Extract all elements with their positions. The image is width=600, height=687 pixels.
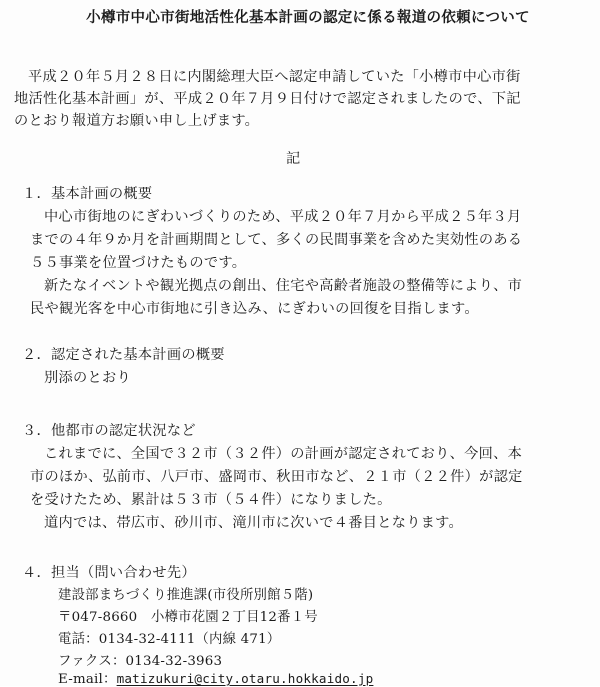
intro-line-3: のとおり報道方お願い申し上げます。 [14, 113, 260, 129]
intro-line-1: 平成２０年５月２８日に内閣総理大臣へ認定申請していた「小樽市中心市街 [28, 69, 521, 85]
section-1-line-3: ５５事業を位置づけたものです。 [30, 255, 247, 271]
contact-phone: 電話：0134-32-4111（内線 471） [58, 632, 281, 647]
section-3-heading: ３．他都市の認定状況など [22, 423, 196, 439]
section-1-line-5: 民や観光客を中心市街地に引き込み、にぎわいの回復を目指します。 [30, 301, 479, 317]
section-3-line-2: 市のほか、弘前市、八戸市、盛岡市、秋田市など、２１市（２２件）が認定 [30, 469, 523, 485]
section-3-line-1: これまでに、全国で３２市（３２件）の計画が認定されており、今回、本 [44, 446, 523, 462]
section-3-line-3: を受けたため、累計は５３市（５４件）になりました。 [30, 492, 392, 508]
contact-email-label: E-mail： [58, 672, 117, 687]
intro-line-2: 地活性化基本計画」が、平成２０年７月９日付けで認定されましたので、下記 [14, 91, 521, 107]
section-1-heading: １．基本計画の概要 [22, 186, 153, 202]
section-3-line-4: 道内では、帯広市、砂川市、滝川市に次いで４番目となります。 [44, 515, 464, 531]
document-title: 小樽市中心市街地活性化基本計画の認定に係る報道の依頼について [86, 10, 530, 26]
contact-department: 建設部まちづくり推進課(市役所別館５階) [58, 588, 314, 603]
contact-email-link[interactable]: matizukuri@city.otaru.hokkaido.jp [116, 671, 374, 686]
section-1-line-2: までの４年９か月を計画期間として、多くの民間事業を含めた実効性のある [30, 232, 523, 248]
ki-marker: 記 [286, 151, 301, 167]
contact-address: 〒047-8660 小樽市花園２丁目12番１号 [58, 610, 318, 625]
section-2-line-1: 別添のとおり [44, 370, 131, 386]
section-1-line-4: 新たなイベントや観光拠点の創出、住宅や高齢者施設の整備等により、市 [44, 278, 523, 294]
section-4-heading: ４．担当（問い合わせ先） [22, 565, 196, 581]
contact-email-row [58, 668, 373, 687]
section-2-heading: ２．認定された基本計画の概要 [22, 347, 225, 363]
section-1-line-1: 中心市街地のにぎわいづくりのため、平成２０年７月から平成２５年３月 [44, 209, 522, 225]
contact-fax: ファクス：0134-32-3963 [58, 654, 223, 669]
